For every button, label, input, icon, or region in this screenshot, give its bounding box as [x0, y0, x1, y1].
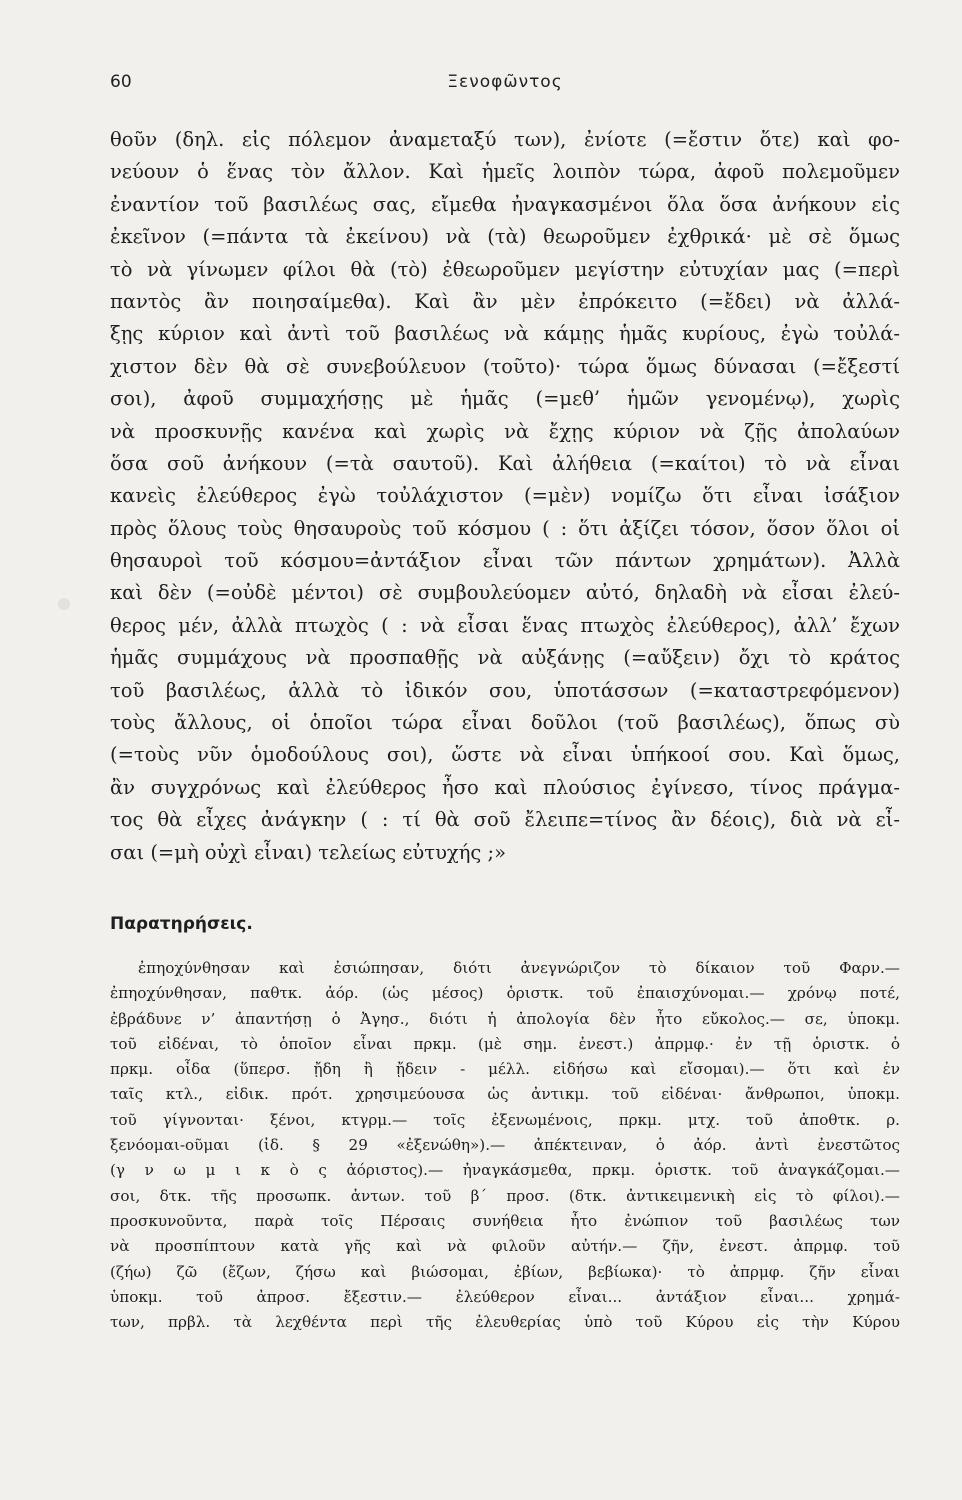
text-line: (=τοὺς νῦν ὁμοδούλους σοι), ὥστε νὰ εἶναι ὑπήκοοί σου. Καὶ ὅμως, [110, 743, 900, 767]
text-line: ἡμᾶς συμμάχους νὰ προσπαθῇς νὰ αὐξάνῃς (=αὔξειν) ὄχι τὸ κράτος [110, 646, 900, 670]
note-line: των, πρβλ. τὰ λεχθέντα περὶ τῆς ἐλευθερίας ὑπὸ τοῦ Κύρου εἰς τὴν Κύρου [110, 1313, 900, 1332]
text-line: σοι), ἀφοῦ συμμαχήσῃς μὲ ἡμᾶς (=μεθ’ ἡμῶν γενομένῳ), χωρὶς [110, 387, 900, 411]
text-line: ὅσα σοῦ ἀνήκουν (=τὰ σαυτοῦ). Καὶ ἀλήθεια (=καίτοι) τὸ νὰ εἶναι [110, 451, 900, 475]
note-line: τοῦ γίγνονται· ξένοι, κτγρμ.— τοῖς ἐξενωμένοις, πρκμ. μτχ. τοῦ ἀποθτκ. ρ. [110, 1110, 900, 1129]
note-line: τοῦ εἰδέναι, τὸ ὁποῖον εἶναι πρκμ. (μὲ σημ. ἐνεστ.) ἀπρμφ.· ἐν τῇ ὁριστκ. ὁ [110, 1034, 900, 1053]
page-header [110, 72, 900, 104]
note-line: προσκυνοῦντα, παρὰ τοῖς Πέρσαις συνήθεια ἦτο ἐνώπιον τοῦ βασιλέως των [110, 1211, 900, 1230]
punch-hole-mark [58, 598, 70, 610]
note-line: ἐπηοχύνθησαν, παθτκ. ἀόρ. (ὡς μέσος) ὁριστκ. τοῦ ἐπαισχύνομαι.— χρόνῳ ποτέ, [110, 984, 900, 1003]
text-line: θοῦν (δηλ. εἰς πόλεμον ἀναμεταξύ των), ἐνίοτε (=ἔστιν ὅτε) καὶ φο- [110, 128, 900, 151]
note-line: ἐπηοχύνθησαν καὶ ἐσιώπησαν, διότι ἀνεγνώριζον τὸ δίκαιον τοῦ Φαρν.— [138, 959, 900, 977]
note-line: ὑποκμ. τοῦ ἀπροσ. ἔξεστιν.— ἐλεύθερον εἶναι... ἀντάξιον εἶναι... χρημά- [110, 1287, 900, 1306]
text-line: χιστον δὲν θὰ σὲ συνεβούλευον (τοῦτο)· τώρα ὅμως δύνασαι (=ἔξεστί [110, 354, 900, 378]
text-line: ξῃς κύριον καὶ ἀντὶ τοῦ βασιλέως νὰ κάμῃς ἡμᾶς κυρίους, ἐγὼ τοὐλά- [110, 322, 900, 346]
text-line: κανεὶς ἐλεύθερος ἐγὼ τοὐλάχιστον (=μὲν) νομίζω ὅτι εἶναι ἰσάξιον [110, 484, 900, 508]
text-line: καὶ δὲν (=οὐδὲ μέντοι) σὲ συμβουλεύομεν αὐτό, δηλαδὴ νὰ εἶσαι ἐλεύ- [110, 581, 900, 605]
notes-heading: Παρατηρήσεις. [110, 914, 253, 934]
text-line: παντὸς ἂν ποιησαίμεθα). Καὶ ἂν μὲν ἐπρόκειτο (=ἔδει) νὰ ἀλλά- [110, 289, 900, 313]
text-line: τοῦ βασιλέως, ἀλλὰ τὸ ἰδικόν σου, ὑποτάσσων (=καταστρεφόμενον) [110, 678, 900, 702]
text-line: ἐκεῖνον (=πάντα τὰ ἐκείνου) νὰ (τὰ) θεωροῦμεν ἐχθρικά· μὲ σὲ ὅμως [110, 225, 900, 249]
note-line: (ζήω) ζῶ (ἔζων, ζήσω καὶ βιώσομαι, ἐβίων, βεβίωκα)· τὸ ἀπρμφ. ζῆν εἶναι [110, 1262, 900, 1281]
note-line: νὰ προσπίπτουν κατὰ γῆς καὶ νὰ φιλοῦν αὐτήν.— ζῆν, ἐνεστ. ἀπρμφ. τοῦ [110, 1237, 900, 1256]
text-line: τοὺς ἄλλους, οἱ ὁποῖοι τώρα εἶναι δοῦλοι (τοῦ βασιλέως), ὅπως σὺ [110, 711, 900, 735]
note-line: ἐβράδυνε ν’ ἀπαντήσῃ ὁ Ἀγησ., διότι ἡ ἀπολογία δὲν ἦτο εὔκολος.— σε, ὑποκμ. [110, 1009, 900, 1028]
note-line: σοι, δτκ. τῆς προσωπκ. ἀντων. τοῦ β΄ προσ. (δτκ. ἀντικειμενικὴ εἰς τὸ φίλοι).— [110, 1186, 900, 1205]
note-line: ταῖς κτλ., εἰδικ. πρότ. χρησιμεύουσα ὡς ἀντικμ. τοῦ εἰδέναι· ἄνθρωποι, ὑποκμ. [110, 1085, 900, 1104]
running-title: Ξενοφῶντος [447, 72, 563, 92]
main-text [110, 124, 900, 869]
page-number: 60 [110, 72, 132, 92]
text-line: θερος μέν, ἀλλὰ πτωχὸς ( : νὰ εἶσαι ἕνας πτωχὸς ἐλεύθερος), ἀλλ’ ἔχων [110, 613, 900, 637]
notes-section [110, 956, 900, 1335]
text-line: ἐναντίον τοῦ βασιλέως σας, εἴμεθα ἠναγκασμένοι ὅλα ὅσα ἀνήκουν εἰς [110, 192, 900, 216]
note-line: ξενόομαι-οῦμαι (ἰδ. § 29 «ἐξενώθη»).— ἀπέκτειναν, ὁ ἀόρ. ἀντὶ ἐνεστῶτος [110, 1136, 900, 1155]
text-line: τὸ νὰ γίνωμεν φίλοι θὰ (τὸ) ἐθεωροῦμεν μεγίστην εὐτυχίαν μας (=περὶ [110, 257, 900, 281]
text-line: ἂν συγχρόνως καὶ ἐλεύθερος ἦσο καὶ πλούσιος ἐγίνεσο, τίνος πράγμα- [110, 775, 900, 799]
note-line: πρκμ. οἶδα (ὕπερσ. ᾔδη ἢ ᾔδειν - μέλλ. εἰδήσω καὶ εἴσομαι).— ὅτι καὶ ἐν [110, 1060, 900, 1079]
text-line: νεύουν ὁ ἕνας τὸν ἄλλον. Καὶ ἡμεῖς λοιπὸν τώρα, ἀφοῦ πολεμοῦμεν [110, 160, 900, 184]
text-line: νὰ προσκυνῇς κανένα καὶ χωρὶς νὰ ἔχῃς κύριον νὰ ζῇς ἀπολαύων [110, 419, 900, 443]
text-line: πρὸς ὅλους τοὺς θησαυροὺς τοῦ κόσμου ( : ὅτι ἀξίζει τόσον, ὅσον ὅλοι οἱ [110, 516, 900, 540]
text-line: τος θὰ εἶχες ἀνάγκην ( : τί θὰ σοῦ ἔλειπε=τίνος ἂν δέοις), διὰ νὰ εἶ- [110, 808, 900, 832]
note-line: (γ ν ω μ ι κ ὸ ς ἀόριστος).— ἠναγκάσμεθα, πρκμ. ὁριστκ. τοῦ ἀναγκάζομαι.— [110, 1161, 900, 1180]
text-line: σαι (=μὴ οὐχὶ εἶναι) τελείως εὐτυχής ;» [110, 840, 507, 864]
text-line: θησαυροὶ τοῦ κόσμου=ἀντάξιον εἶναι τῶν πάντων χρημάτων). Ἀλλὰ [110, 549, 900, 573]
